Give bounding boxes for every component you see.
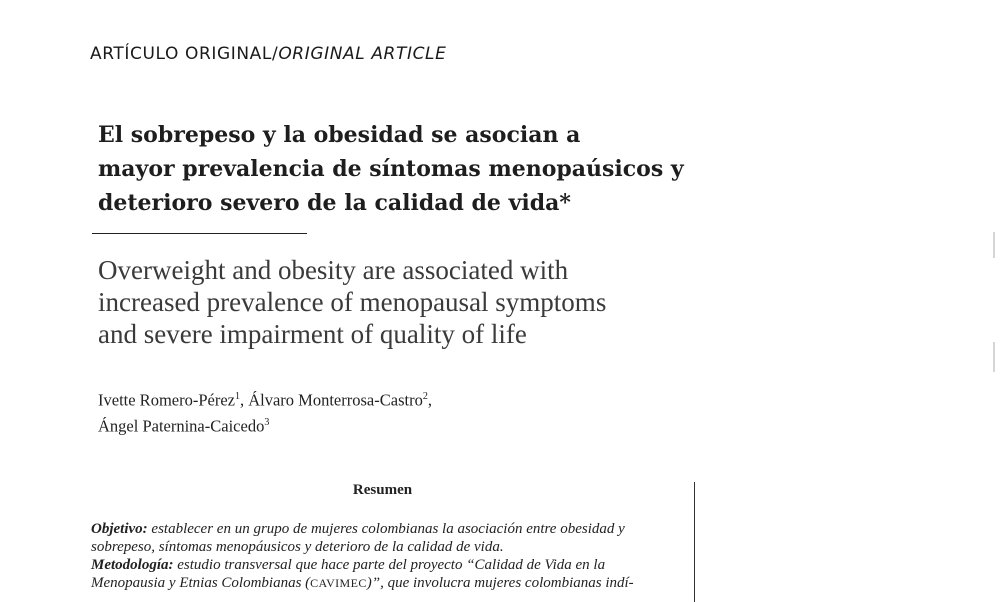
affiliation-mark: 2	[422, 391, 428, 402]
author-list	[98, 386, 432, 437]
abstract-line	[91, 574, 676, 592]
author-name: Álvaro Monterrosa-Castro	[248, 390, 423, 410]
method-text: )”, que involucra mujeres colombianas indí-	[366, 575, 634, 591]
abstract-line	[91, 520, 676, 538]
title-divider	[92, 233, 307, 234]
author-name: Ivette Romero-Pérez	[98, 390, 235, 410]
abstract-line	[91, 556, 676, 574]
abstract-body	[91, 520, 676, 592]
affiliation-mark: 1	[234, 391, 240, 402]
method-text: estudio transversal que hace parte del proyecto “Calidad de Vida en la	[173, 557, 606, 573]
section-label	[90, 44, 446, 64]
objective-label: Objetivo:	[91, 521, 148, 537]
english-title	[98, 254, 718, 350]
method-text: Menopausia y Etnias Colombianas (	[91, 575, 311, 591]
spanish-title-line: mayor prevalencia de síntomas menopaúsicos y	[98, 156, 684, 182]
section-label-en: ORIGINAL ARTICLE	[278, 44, 447, 64]
english-title-line: and severe impairment of quality of life	[98, 319, 527, 349]
abstract-line: sobrepeso, síntomas menopáusicos y deterioro de la calidad de vida.	[91, 539, 504, 555]
english-title-line: Overweight and obesity are associated with	[98, 255, 569, 285]
author-name: Ángel Paternina-Caicedo	[98, 416, 265, 435]
author-line-2	[98, 412, 432, 438]
english-title-line: increased prevalence of menopausal symptoms	[98, 287, 607, 317]
method-label: Metodología:	[91, 557, 174, 573]
objective-text: establecer en un grupo de mujeres colombianas la asociación entre obesidad y	[147, 521, 625, 537]
page-edge-mark	[993, 342, 995, 372]
column-divider	[694, 482, 695, 602]
author-line-1: Ivette Romero-Pérez$^1$, Álvaro Monterrosa-Castro$^2$,	[98, 390, 432, 410]
section-label-es: ARTÍCULO ORIGINAL/	[90, 44, 279, 64]
page-edge-mark	[993, 232, 995, 258]
spanish-title-line: El sobrepeso y la obesidad se asocian a	[98, 122, 581, 148]
project-acronym: CAVIMEC	[310, 576, 367, 590]
spanish-title	[98, 118, 718, 220]
abstract-heading: Resumen	[352, 482, 413, 498]
spanish-title-line: deterioro severo de la calidad de vida*	[98, 190, 571, 216]
affiliation-mark: 3	[264, 416, 270, 428]
